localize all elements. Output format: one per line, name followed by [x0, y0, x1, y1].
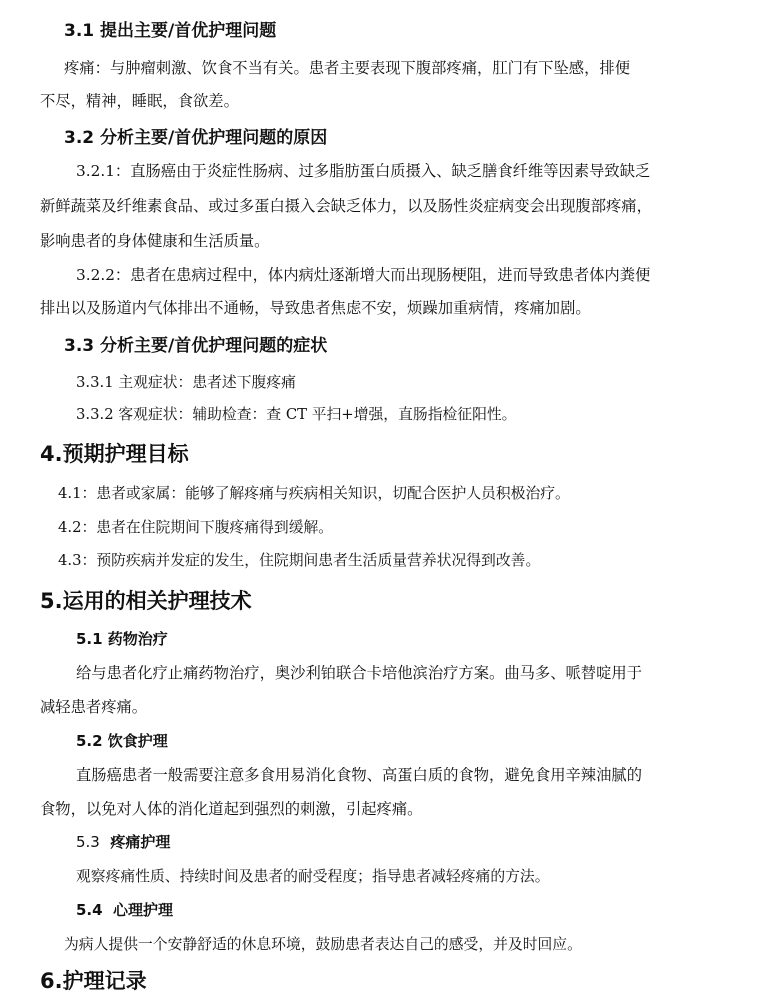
para-5-1-line2: 减轻患者疼痛。 — [40, 698, 148, 716]
heading-3-2: 3.2 分析主要/首优护理问题的原因 — [64, 128, 328, 148]
para-5-3: 观察疼痛性质、持续时间及患者的耐受程度；指导患者减轻疼痛的方法。 — [76, 868, 550, 885]
heading-5-1: 5.1 药物治疗 — [76, 630, 168, 648]
para-3-2-2-line2: 排出以及肠道内气体排出不通畅，导致患者焦虑不安，烦躁加重病情，疼痛加剧。 — [40, 299, 591, 317]
heading-4: 4.预期护理目标 — [40, 442, 189, 466]
para-3-2-1-line3: 影响患者的身体健康和生活质量。 — [40, 232, 270, 250]
heading-5-3 — [76, 831, 170, 852]
item-4-3: 4.3：预防疾病并发症的发生，住院期间患者生活质量营养状况得到改善。 — [58, 552, 541, 569]
heading-5-2: 5.2 饮食护理 — [76, 732, 168, 750]
para-5-2-line1: 直肠癌患者一般需要注意多食用易消化食物、高蛋白质的食物，避免食用辛辣油腻的 — [76, 766, 642, 784]
heading-3-1: 3.1 提出主要/首优护理问题 — [64, 21, 277, 41]
para-3-2-1-line1: 3.2.1：直肠癌由于炎症性肠病、过多脂肪蛋白质摄入、缺乏膳食纤维等因素导致缺乏 — [76, 162, 651, 180]
item-4-1: 4.1：患者或家属：能够了解疼痛与疾病相关知识，切配合医护人员积极治疗。 — [58, 485, 570, 502]
heading-5-4-number: 5.4 — [76, 901, 103, 919]
para-5-2-line2: 食物，以免对人体的消化道起到强烈的刺激，引起疼痛。 — [40, 800, 423, 818]
para-5-4: 为病人提供一个安静舒适的休息环境，鼓励患者表达自己的感受，并及时回应。 — [64, 936, 582, 953]
heading-5-4 — [76, 899, 173, 920]
para-3-2-2-line1: 3.2.2：患者在患病过程中，体内病灶逐渐增大而出现肠梗阻，进而导致患者体内粪便 — [76, 266, 651, 284]
para-5-1-line1: 给与患者化疗止痛药物治疗，奥沙利铂联合卡培他滨治疗方案。曲马多、哌替啶用于 — [76, 664, 642, 682]
heading-5: 5.运用的相关护理技术 — [40, 589, 252, 613]
item-4-2: 4.2：患者在住院期间下腹疼痛得到缓解。 — [58, 519, 334, 536]
heading-5-3-number: 5.3 — [76, 833, 100, 851]
heading-5-3-title: 疼痛护理 — [110, 833, 171, 851]
para-3-1-line2: 不尽，精神，睡眠，食欲差。 — [40, 92, 239, 110]
heading-6: 6.护理记录 — [40, 969, 147, 993]
item-3-3-1: 3.3.1 主观症状：患者述下腹疼痛 — [76, 374, 296, 391]
heading-5-4-title: 心理护理 — [113, 901, 174, 919]
item-3-3-2: 3.3.2 客观症状：辅助检查：查 CT 平扫+增强，直肠指检征阳性。 — [76, 406, 517, 423]
para-3-1-line1: 疼痛：与肿瘤刺激、饮食不当有关。患者主要表现下腹部疼痛，肛门有下坠感，排便 — [64, 59, 630, 77]
heading-3-3: 3.3 分析主要/首优护理问题的症状 — [64, 336, 328, 356]
para-3-2-1-line2: 新鲜蔬菜及纤维素食品、或过多蛋白摄入会缺乏体力，以及肠性炎症病变会出现腹部疼痛， — [40, 197, 652, 215]
